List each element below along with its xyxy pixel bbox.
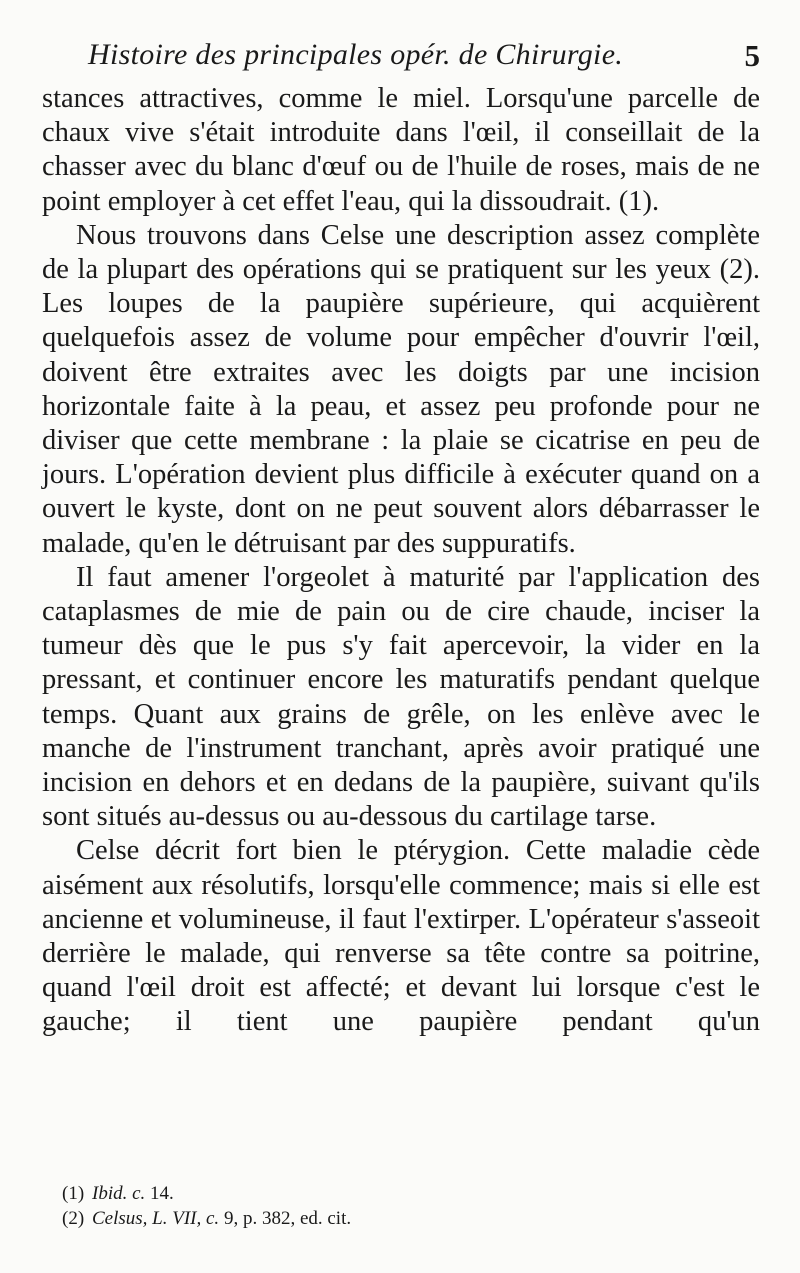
footnote-1: [62, 1181, 742, 1206]
body-text: [42, 82, 760, 1040]
running-title: Histoire des principales opér. de Chirurgie.: [88, 38, 624, 71]
footnote-mark: (2): [62, 1208, 85, 1229]
footnotes: [62, 1181, 742, 1231]
paragraph-continuation: stances attractives, comme le miel. Lorsqu'une parcelle de chaux vive s'était introduite dans l'œil, il conseillait de la chasser avec du blanc d'œuf ou de l'huile de roses, mais de ne point employer à cet effet l'eau, qui la dissoudrait. (1).: [42, 83, 760, 217]
footnote-text: 9, p. 382, ed. cit.: [219, 1208, 352, 1229]
footnote-citation: Ibid. c.: [92, 1183, 146, 1204]
page-header: [40, 38, 760, 78]
footnote-citation: Celsus, L. VII, c.: [92, 1208, 220, 1229]
paragraph-orgeolet: Il faut amener l'orgeolet à maturité par l'application des cataplasmes de mie de pain ou de cire chaude, inciser la tumeur dès que le pus s'y fait apercevoir, la vider en la pressant, et continuer encore les maturatifs pendant quelque temps. Quant aux grains de grêle, on les enlève avec le manche de l'instrument tranchant, après avoir pratiqué une incision en dehors et en dedans de la paupière, suivant qu'ils sont situés au-dessus ou au-dessous du cartilage tarse.: [42, 561, 760, 833]
footnote-text: 14.: [145, 1183, 174, 1204]
paragraph-celse-operations: Nous trouvons dans Celse une description assez complète de la plupart des opérations qui se pratiquent sur les yeux (2). Les loupes de la paupière supérieure, qui acquièrent quelquefois assez de volume pour empêcher d'ouvrir l'œil, doivent être extraites avec les doigts par une incision horizontale faite à la peau, et assez peu profonde pour ne diviser que cette membrane : la plaie se cicatrise en peu de jours. L'opération devient plus difficile à exécuter quand on a ouvert le kyste, dont on ne peut souvent alors débarrasser le malade, qu'en le détruisant par des suppuratifs.: [42, 219, 760, 559]
paragraph-pterygion: Celse décrit fort bien le ptérygion. Cette maladie cède aisément aux résolutifs, lorsqu'elle commence; mais si elle est ancienne et volumineuse, il faut l'extirper. L'opérateur s'asseoit derrière le malade, qui renverse sa tête contre sa poitrine, quand l'œil droit est affecté; et devant lui lorsque c'est le gauche; il tient une paupière pendant qu'un: [42, 835, 760, 1038]
page-number: 5: [744, 38, 760, 73]
footnote-2: [62, 1206, 742, 1231]
footnote-mark: (1): [62, 1183, 85, 1204]
